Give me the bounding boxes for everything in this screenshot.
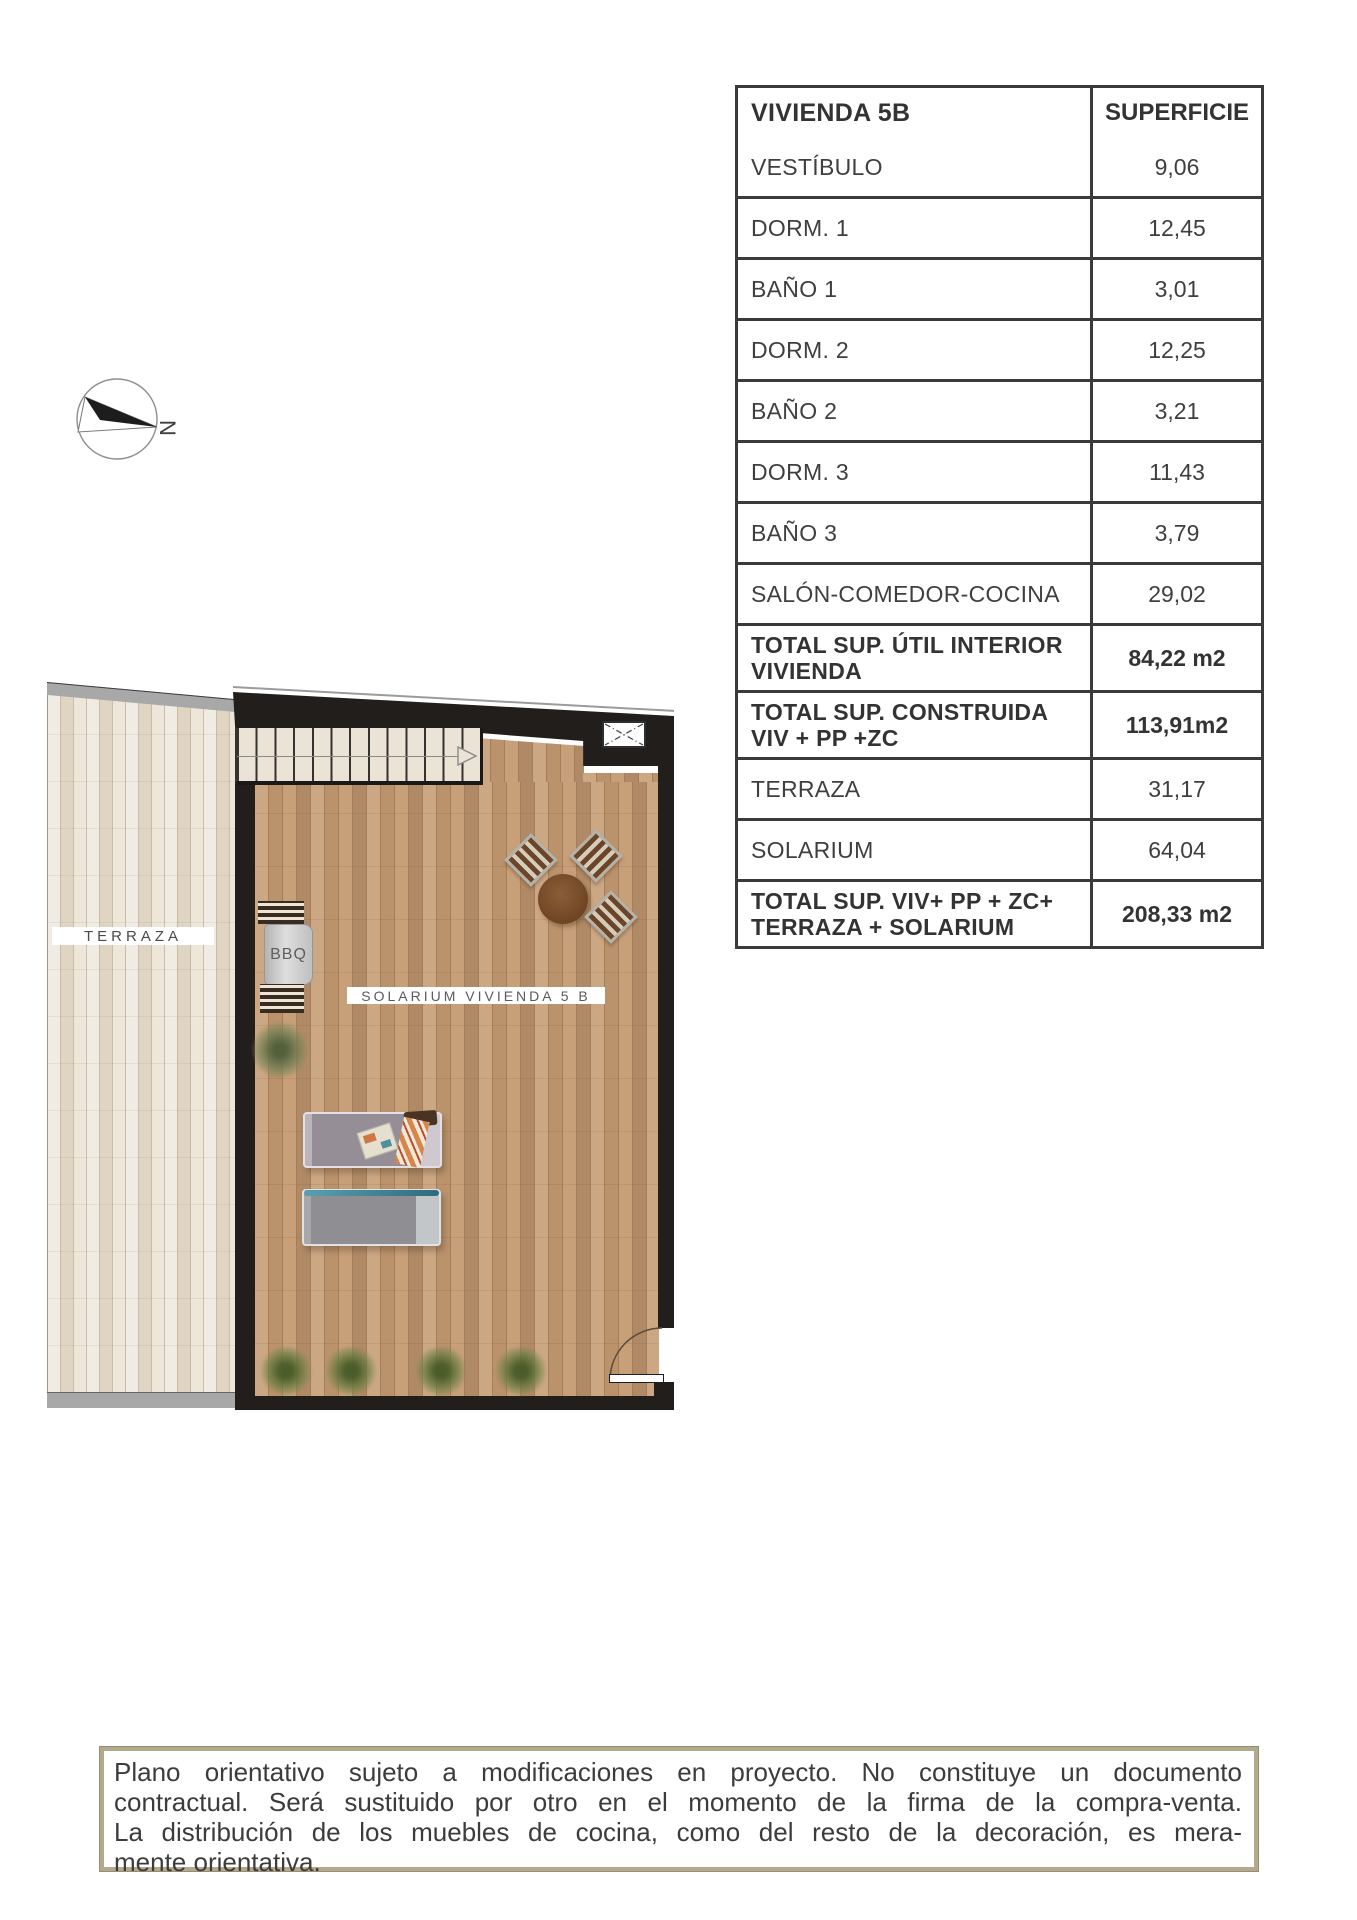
door-leaf	[609, 1374, 664, 1383]
plant	[252, 1022, 308, 1078]
table-title: VIVIENDA 5B	[751, 99, 911, 127]
surface-table	[735, 85, 1264, 949]
table-row	[738, 318, 1261, 379]
surface-table-rows	[738, 138, 1261, 946]
left-wall	[235, 778, 255, 1410]
room-surface-value: 113,91m2	[1090, 693, 1261, 757]
table-row	[738, 623, 1261, 690]
disclaimer-line: La distribución de los muebles de cocina, como del resto de la decoración, es mera-	[114, 1817, 1242, 1847]
beach-towel	[394, 1117, 429, 1168]
room-surface-value: 29,02	[1090, 565, 1261, 623]
room-label: TOTAL SUP. ÚTIL INTERIOR VIVIENDA	[751, 632, 1063, 684]
room-label: TERRAZA	[751, 776, 861, 802]
table-surface-header: SUPERFICIE	[1090, 88, 1261, 138]
stairs-walk-line	[237, 756, 459, 757]
sun-lounger	[303, 1112, 442, 1168]
room-surface-value: 3,21	[1090, 382, 1261, 440]
shrub	[494, 1347, 548, 1395]
terraza-room-label: TERRAZA	[52, 927, 214, 945]
shrub	[259, 1347, 313, 1395]
table-row	[738, 562, 1261, 623]
shrub	[414, 1347, 468, 1395]
room-label: TOTAL SUP. VIV+ PP + ZC+ TERRAZA + SOLARIUM	[751, 888, 1054, 940]
table-row	[738, 138, 1261, 196]
disclaimer-line: mente orientativa.	[114, 1847, 321, 1877]
room-surface-value: 3,01	[1090, 260, 1261, 318]
bbq-label: BBQ	[270, 945, 307, 963]
round-table	[538, 874, 588, 924]
room-surface-value: 11,43	[1090, 443, 1261, 501]
table-row	[738, 257, 1261, 318]
room-label: BAÑO 3	[751, 520, 838, 546]
room-label: BAÑO 1	[751, 276, 838, 302]
magazine	[357, 1122, 399, 1159]
stairs-direction-arrow	[456, 746, 478, 768]
disclaimer-line: contractual. Será sustituido por otro en el momento de la firma de la compra-venta.	[114, 1787, 1242, 1817]
bbq-awning-bottom	[260, 984, 304, 1013]
solarium-floor-upper	[477, 734, 584, 784]
room-label: SALÓN-COMEDOR-COCINA	[751, 581, 1060, 607]
right-wall	[658, 756, 674, 1328]
room-label: BAÑO 2	[751, 398, 838, 424]
room-surface-value: 64,04	[1090, 821, 1261, 879]
room-surface-value: 12,25	[1090, 321, 1261, 379]
table-row	[738, 690, 1261, 757]
bbq-awning-top	[258, 901, 304, 924]
room-label: SOLARIUM	[751, 837, 874, 863]
table-row	[738, 501, 1261, 562]
room-label: DORM. 3	[751, 459, 849, 485]
solarium-room-label: SOLARIUM VIVIENDA 5 B	[347, 987, 605, 1004]
disclaimer-line: Plano orientativo sujeto a modificaciones en proyecto. No constituye un documento	[114, 1757, 1242, 1787]
bbq-unit	[264, 924, 313, 985]
room-label: DORM. 2	[751, 337, 849, 363]
table-row	[738, 379, 1261, 440]
table-row	[738, 879, 1261, 946]
table-row	[738, 440, 1261, 501]
room-surface-value: 31,17	[1090, 760, 1261, 818]
roof-hatch-icon	[602, 721, 646, 748]
terraza-floor	[47, 695, 237, 1393]
table-row	[738, 196, 1261, 257]
door-jamb-wall	[654, 1382, 674, 1398]
terraza-bottom-edge	[47, 1392, 235, 1408]
surface-table-header	[738, 88, 1261, 138]
room-surface-value: 9,06	[1090, 138, 1261, 196]
room-surface-value: 3,79	[1090, 504, 1261, 562]
room-surface-value: 84,22 m2	[1090, 626, 1261, 690]
room-label: DORM. 1	[751, 215, 849, 241]
table-row	[738, 818, 1261, 879]
bottom-wall	[235, 1396, 674, 1410]
room-surface-value: 208,33 m2	[1090, 882, 1261, 946]
lounger-frame	[304, 1190, 439, 1196]
disclaimer-box	[100, 1747, 1258, 1877]
room-label: TOTAL SUP. CONSTRUIDA VIV + PP +ZC	[751, 699, 1048, 751]
room-surface-value: 12,45	[1090, 199, 1261, 257]
shrub	[324, 1347, 378, 1395]
table-row	[738, 757, 1261, 818]
compass-icon	[70, 372, 192, 468]
room-label: VESTÍBULO	[751, 154, 883, 180]
sun-lounger	[302, 1189, 441, 1246]
stairs	[235, 728, 483, 785]
compass-north-label: N	[155, 420, 180, 436]
